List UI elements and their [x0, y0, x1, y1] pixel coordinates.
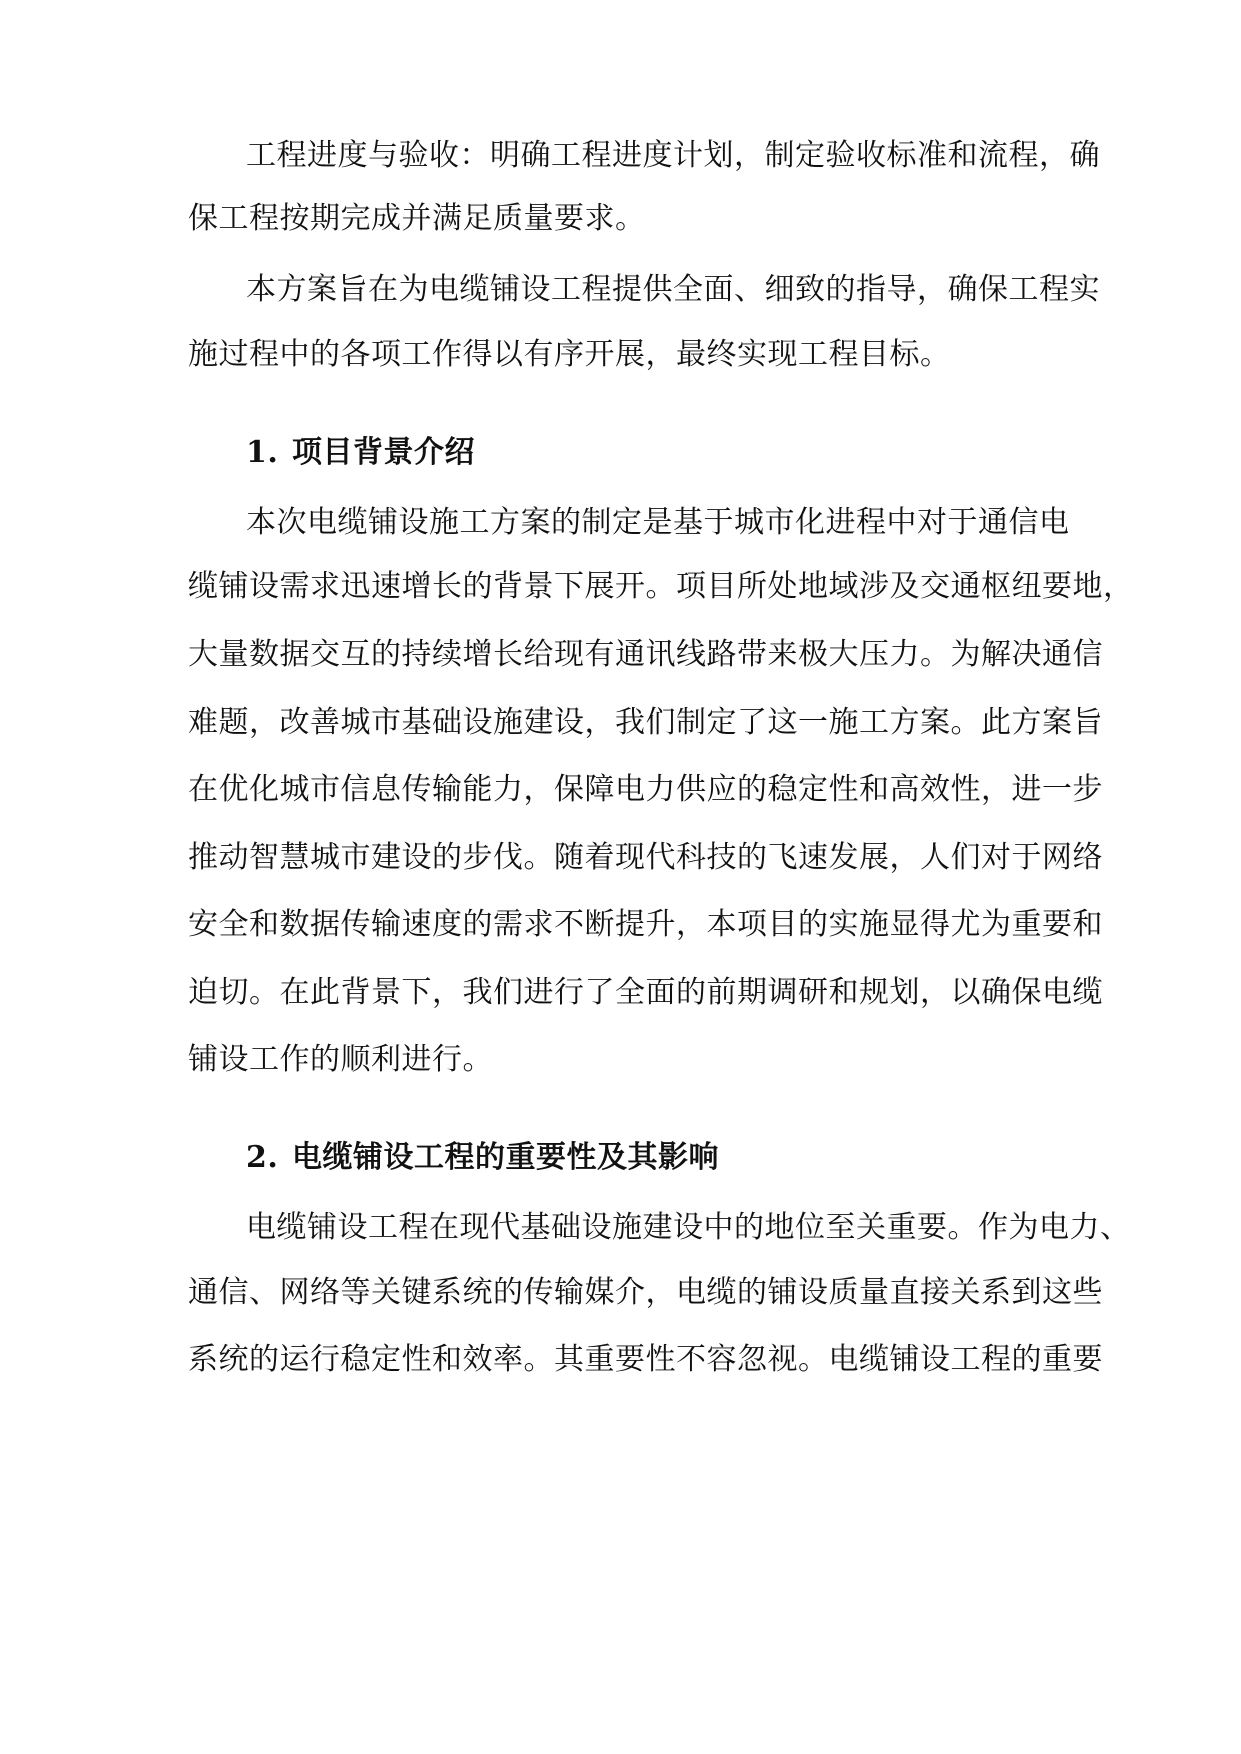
section-1-line-8: 迫切。在此背景下，我们进行了全面的前期调研和规划，以确保电缆 — [188, 975, 1103, 1010]
section-2-title: 电缆铺设工程的重要性及其影响 — [292, 1140, 719, 1175]
section-1-heading — [246, 433, 1126, 473]
section-1-line-2: 缆铺设需求迅速增长的背景下展开。项目所处地域涉及交通枢纽要地， — [188, 569, 1134, 604]
section-1-number: 1. — [246, 435, 279, 470]
section-1-line-6: 推动智慧城市建设的步伐。随着现代科技的飞速发展，人们对于网络 — [188, 840, 1103, 875]
intro-paragraph-1-line-1: 工程进度与验收：明确工程进度计划，制定验收标准和流程，确 — [246, 138, 1100, 173]
intro-paragraph-2-line-1: 本方案旨在为电缆铺设工程提供全面、细致的指导，确保工程实 — [246, 272, 1100, 307]
intro-paragraph-2-line-2: 施过程中的各项工作得以有序开展，最终实现工程目标。 — [188, 337, 951, 372]
section-2-line-2: 通信、网络等关键系统的传输媒介，电缆的铺设质量直接关系到这些 — [188, 1275, 1103, 1310]
section-1-line-9: 铺设工作的顺利进行。 — [188, 1042, 493, 1077]
section-1-line-4: 难题，改善城市基础设施建设，我们制定了这一施工方案。此方案旨 — [188, 705, 1103, 740]
section-1-line-5: 在优化城市信息传输能力，保障电力供应的稳定性和高效性，进一步 — [188, 772, 1103, 807]
section-2-line-3: 系统的运行稳定性和效率。其重要性不容忽视。电缆铺设工程的重要 — [188, 1342, 1103, 1377]
section-1-line-3: 大量数据交互的持续增长给现有通讯线路带来极大压力。为解决通信 — [188, 637, 1103, 672]
intro-paragraph-1-line-2: 保工程按期完成并满足质量要求。 — [188, 201, 646, 236]
section-2-heading — [246, 1138, 1126, 1178]
section-1-line-1: 本次电缆铺设施工方案的制定是基于城市化进程中对于通信电 — [246, 505, 1070, 540]
section-1-line-7: 安全和数据传输速度的需求不断提升，本项目的实施显得尤为重要和 — [188, 907, 1103, 942]
section-1-title: 项目背景介绍 — [292, 435, 475, 470]
section-2-line-1: 电缆铺设工程在现代基础设施建设中的地位至关重要。作为电力、 — [246, 1210, 1131, 1245]
section-2-number: 2. — [246, 1140, 279, 1175]
